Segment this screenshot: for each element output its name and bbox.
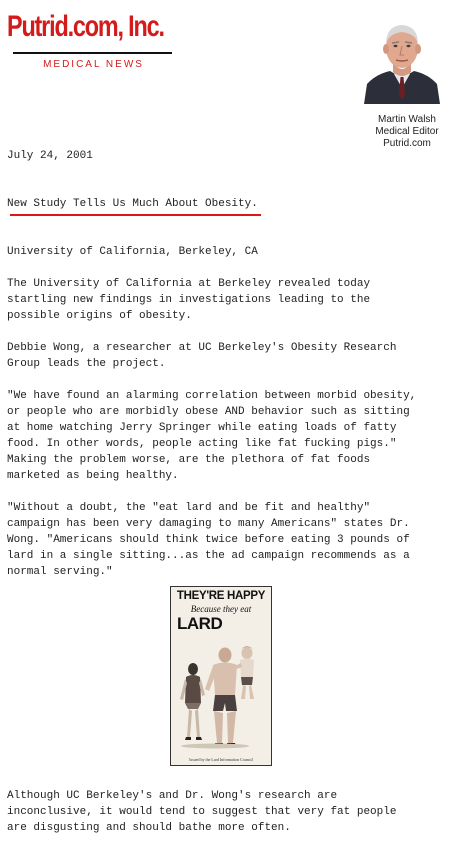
- paragraph-line: Making the problem worse, are the plethora of fat foods: [7, 454, 371, 466]
- editor-title: Medical Editor: [375, 126, 439, 137]
- paragraph-1: [7, 276, 459, 324]
- editor-caption: [350, 114, 464, 150]
- paragraph-line: are disgusting and should bathe more often.: [7, 822, 291, 834]
- editor-site: Putrid.com: [383, 138, 431, 149]
- article-headline: New Study Tells Us Much About Obesity.: [7, 198, 258, 210]
- headline-underline: [10, 214, 261, 216]
- paragraph-line: or people who are morbidly obese AND behavior such as sitting: [7, 406, 410, 418]
- ad-family-illustration: [171, 633, 271, 753]
- paragraph-line: at home watching Jerry Springer while eating loads of fatty: [7, 422, 397, 434]
- article-date: July 24, 2001: [7, 150, 93, 162]
- ad-footer: Issued by the Lard Information Council: [189, 757, 253, 762]
- paragraph-line: "We have found an alarming correlation between morbid obesity,: [7, 390, 417, 402]
- paragraph-line: inconclusive, it would tend to suggest that very fat people: [7, 806, 397, 818]
- paragraph-line: "Without a doubt, the "eat lard and be fit and healthy": [7, 502, 371, 514]
- paragraph-line: Debbie Wong, a researcher at UC Berkeley's Obesity Research: [7, 342, 397, 354]
- paragraph-line: startling new findings in investigations leading to the: [7, 294, 371, 306]
- logo-underline: [13, 52, 172, 54]
- paragraph-line: Although UC Berkeley's and Dr. Wong's research are: [7, 790, 338, 802]
- lard-ad-image: [170, 586, 272, 766]
- masthead: [7, 10, 182, 70]
- paragraph-line: lard in a single sitting...as the ad campaign recommends as a: [7, 550, 410, 562]
- paragraph-line: possible origins of obesity.: [7, 310, 192, 322]
- ad-product-name: LARD: [177, 614, 223, 633]
- paragraph-line: Group leads the project.: [7, 358, 166, 370]
- paragraph-3: [7, 388, 459, 484]
- ad-subheadline: Because they eat: [190, 604, 252, 614]
- paragraph-line: Wong. "Americans should think twice before eating 3 pounds of: [7, 534, 410, 546]
- paragraph-line: food. In other words, people acting like fat fucking pigs.": [7, 438, 397, 450]
- paragraph-2: [7, 340, 459, 372]
- paragraph-line: campaign has been very damaging to many Americans" states Dr.: [7, 518, 410, 530]
- site-logo: Putrid.com, Inc.: [7, 10, 164, 43]
- paragraph-line: normal serving.": [7, 566, 113, 578]
- paragraph-5: [7, 788, 459, 836]
- editor-name: Martin Walsh: [378, 114, 436, 125]
- paragraph-4: [7, 500, 459, 580]
- ad-headline: THEY'RE HAPPY: [176, 590, 266, 602]
- paragraph-line: The University of California at Berkeley revealed today: [7, 278, 371, 290]
- editor-photo: [364, 14, 440, 104]
- article-dateline: University of California, Berkeley, CA: [7, 246, 258, 258]
- paragraph-line: marketed as being healthy.: [7, 470, 179, 482]
- section-tagline: MEDICAL NEWS: [43, 59, 144, 70]
